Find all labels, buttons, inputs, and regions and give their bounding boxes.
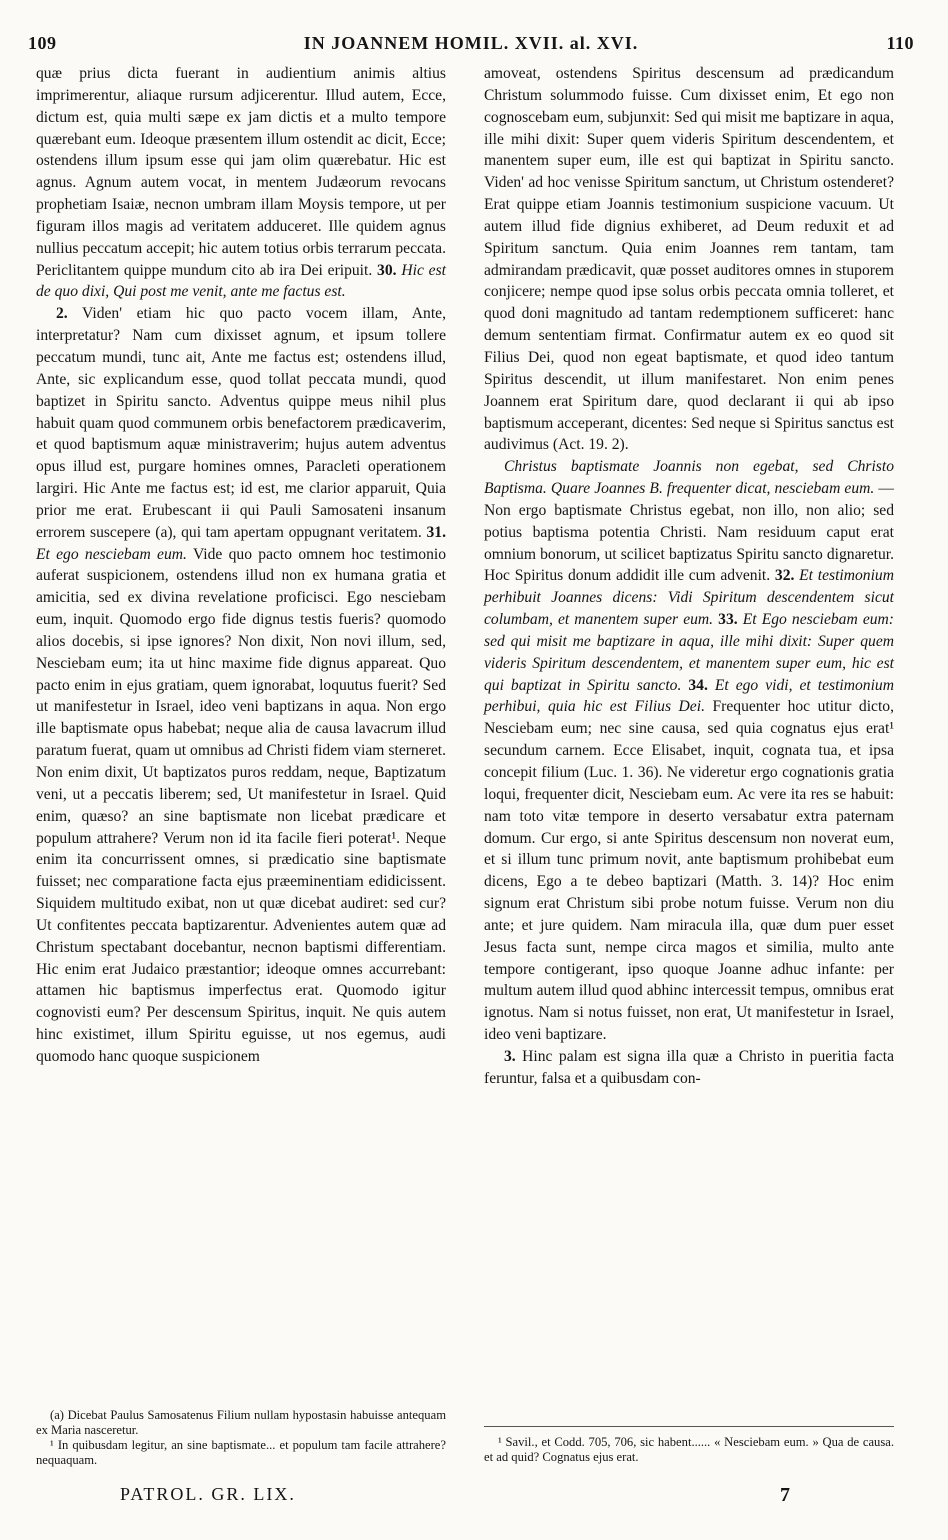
scripture-quote: Et Ego nesciebam eum: sed qui misit me baptizare in aqua, ille mihi dixit: Super quem videris Spiritum descendentem, et manentem super eum, hic est qui baptizat in Spiritu sancto. (484, 611, 894, 694)
paragraph (484, 63, 894, 456)
scripture-quote: Et ego vidi, et testimonium perhibui, quia hic est Filius Dei. (484, 676, 894, 716)
right-column (484, 63, 894, 1090)
paragraph (36, 303, 446, 1068)
left-column (36, 63, 446, 1068)
verse-number: 32. (774, 567, 795, 585)
scripture-quote: Hic est de quo dixi, Qui post me venit, ante me factus est. (36, 261, 446, 301)
footnote: ¹ Savil., et Codd. 705, 706, sic habent...... « Nesciebam eum. » Qua de causa. et ad quid? Cognatus ejus erat. (484, 1435, 894, 1464)
paragraph (484, 456, 894, 1046)
verse-number: 34. (688, 676, 708, 694)
signature-mark: 7 (780, 1484, 790, 1506)
footnotes-left (36, 1408, 446, 1468)
scripture-quote: Et testimonium perhibuit Joannes dicens: Vidi Spiritum descendentem sicut columbam, et manentem super eum. (484, 567, 894, 629)
text-run: quæ prius dicta fuerant in audientium animis altius imprimerentur, aliaque rursum adjicerentur. Illud autem, Ecce, dictum est, quia multi sæpe ex jam dictis et a multo tempore quærebant eum. Ideoque præsentem illum ostendit ac dicit, Ecce; ostendens illum ipsum esse qui jam olim quærebatur. Hic est agnus. Agnum autem vocat, in mentem Judæorum revocans prophetiam Isaiæ, necnon umbram illam Moysis tempore, ut per figuram illos magis ad veritatem adduceret. Ille quidem agnus nullius peccatum accepit; hic autem totius orbis terrarum peccata. Periclitantem quippe mundum cito ab ira Dei eripuit. (36, 65, 446, 279)
section-number: 2. (56, 305, 68, 323)
page-number-left: 109 (28, 33, 57, 53)
section-heading: Christus baptismate Joannis non egebat, sed Christo Baptisma. Quare Joannes B. frequenter dicat, nesciebam eum. (484, 458, 894, 498)
volume-signature: PATROL. GR. LIX. (120, 1484, 296, 1504)
page-number-right: 110 (886, 33, 914, 53)
running-head (28, 33, 914, 61)
section-number: 3. (504, 1047, 516, 1065)
paragraph (484, 1046, 894, 1090)
verse-number: 30. (377, 261, 397, 279)
text-run: Vide quo pacto omnem hoc testimonio auferat suspicionem, ostendens illud non ex humana gratia et amicitia, sed ex divina revelatione proficisci. Ego nesciebam eum, inquit. Quomodo ergo fide dignus testis fueris? quomodo alios docebis, si ipse ignores? Non dixit, Non novi illum, sed, Nesciebam eum; ita ut hinc maxime fide dignus appareat. Quo pacto enim in ejus gratiam, quem ignorabat, loquutus fuerit? Sed ut manifestetur in Israel, ideo veni baptizans in aqua. Non ergo ille baptismate opus habebat; neque alia de causa lavacrum illud paratum fuerat, quam ut omnibus ad Christi fidem viam sterneret. Non enim dixit, Ut baptizatos puros reddam, neque, Baptizatum veni, ut a peccatis liberem; sed, Ut manifestetur in Israel. Quid enim, quæso? an sine baptismate non licebat prædicare et populum attrahere? Verum non id ita facile fieri poterat¹. Neque enim ita concurrissent omnes, si prædicatio sine baptismate fuisset; nec comparatione facta ejus præeminentiam edidicissent. Siquidem multitudo exibat, non ut quæ dicebat audiret: sed cur? Ut confitentes peccata baptizarentur. Advenientes autem quæ ad Christum spectabant docebantur, necnon baptismi differentiam. Hic enim erat Judaico præstantior; ideoque omnes accurrebant: attamen hic baptismus imperfectus erat. Quomodo igitur cognovisti eum? Per descensum Spiritus, inquit. Ne quis autem hinc existimet, illum Spiritu eguisse, ut nos egemus, audi quomodo hanc quoque suspicionem (36, 545, 447, 1065)
text-run: Hinc palam est signa illa quæ a Christo in pueritia facta feruntur, falsa et a quibusdam con- (484, 1047, 895, 1087)
verse-number: 33. (718, 611, 738, 629)
footnotes-right (484, 1426, 894, 1465)
page-title: IN JOANNEM HOMIL. XVII. al. XVI. (303, 33, 639, 53)
footnote: (a) Dicebat Paulus Samosatenus Filium nullam hypostasin habuisse antequam ex Maria nasceretur. (36, 1408, 446, 1437)
text-run: — Non ergo baptismate Christus egebat, non illo, non alio; sed potius baptisma potentia Christi. Nam residuum caput erat omnium bonorum, ut scilicet baptizatus Spiritu sancto dignaretur. Hoc Spiritus donum addidit ille cum advenit. (484, 480, 894, 585)
paragraph (36, 63, 446, 303)
scripture-quote: Et ego nesciebam eum. (36, 545, 187, 563)
verse-number: 31. (426, 523, 446, 541)
text-run: Frequenter hoc utitur dicto, Nesciebam eum; nec sine causa, sed quia cognatus ejus erat¹ secundum carnem. Ecce Elisabet, inquit, cognata tua, et ipsa concepit filium (Luc. 1. 36). Ne videretur ergo cognationis gratia loqui, frequenter dicit, Nesciebam eum. Ac vere ita res se habuit: nam toto vitæ tempore in deserto versabatur extra paternam domum. Cur ergo, si ante Spiritus descensum non noverat eum, et si illum tunc primum novit, ante baptismum prohibebat eum dicens, Ego a te debeo baptizari (Matth. 3. 14)? Hoc enim signum erat Christum sibi probe notum fuisse. Verum non diu ante; et jure quidem. Nam miracula illa, quæ dum puer esset Jesus facta sunt, nempe circa magos et similia, multo ante tempore contigerant, ipso quoque Joanne adhuc infante: per multum autem illud quod abhinc intercessit tempus, omnibus erat ignotus. Nam si notus fuisset, non erat, Ut manifestetur in Israel, ideo veni baptizare. (484, 698, 894, 1044)
text-run: amoveat, ostendens Spiritus descensum ad prædicandum Christum solummodo fuisse. Cum dixisset enim, Et ego non cognoscebam eum, subjunxit: Sed qui misit me baptizare in aqua, ille mihi dixit: Super quem videris Spiritum descendentem, et manentem super eum, ille est qui baptizat in Spiritu sancto. Viden' ad hoc venisse Spiritum sanctum, ut Christum ostenderet? Erat quippe etiam Joannis testimonium suspicione vacuum. Ut autem illud fide dignius exhiberet, ad Deum reduxit et ad Spiritum sanctum. Quia enim Joannes rem tantam, tam admirandam prædicavit, quæ posset auditores omnes in stuporem conjicere; nempe quod ipse solus orbis peccata omnia tolleret, et quod doni magnitudo ad tantam redemptionem sufficeret: hanc demum sententiam firmat. Confirmatur autem ex eo quod sit Filius Dei, quod non egeat baptismate, et quod ideo tantum Spiritus descendit, ut illum manifestaret. Non enim penes Joannem erat Spiritum dare, quod declarant ii qui ab ipso baptismum acceperant, dicentes: Sed neque si Spiritus sanctus est audivimus (Act. 19. 2). (484, 65, 894, 454)
footnote: ¹ In quibusdam legitur, an sine baptismate... et populum tam facile attrahere? nequaquam. (36, 1438, 446, 1467)
text-run: Viden' etiam hic quo pacto vocem illam, Ante, interpretatur? Nam cum dixisset agnum, et ipsum tollere peccatum mundi, tunc ait, Ante me factus est; ostendens illud, Ante, sic explicandum esse, quod tollat peccata mundi, quod baptizet in Spiritu sancto. Adventus quippe meus nihil plus habuit quam quod communem orbis benefactorem prædicaverim, et quod baptismum aquæ ministraverim; hujus autem adventus opus illud est, purgare homines omnes, Paracleti operationem largiri. Hic Ante me factus est; id est, me clarior apparuit, Quia prior me erat. Erubescant ii qui Pauli Samosateni insanum errorem suscepere (a), qui tam apertam oppugnant veritatem. (36, 305, 446, 541)
